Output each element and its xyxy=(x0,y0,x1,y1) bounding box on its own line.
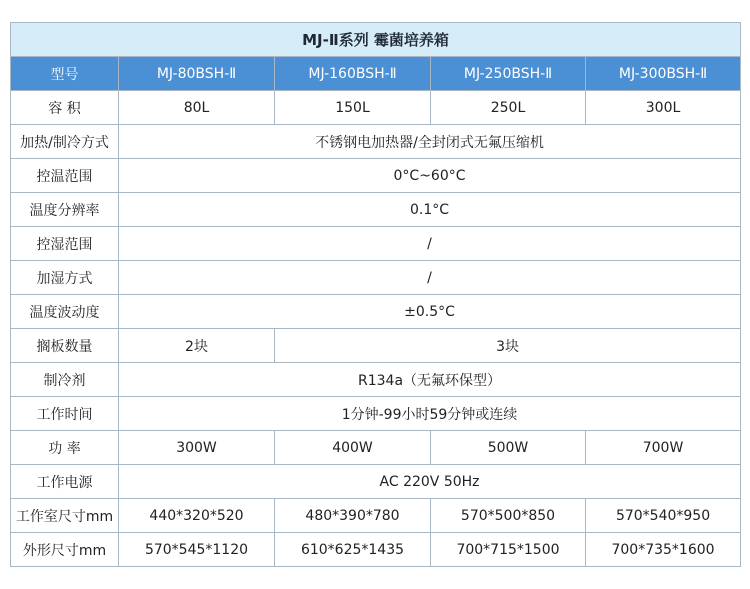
row-label: 加湿方式 xyxy=(11,261,119,295)
row-value: 440*320*520 xyxy=(119,499,275,533)
row-value: 2块 xyxy=(119,329,275,363)
row-value: 400W xyxy=(275,431,431,465)
row-value: ±0.5°C xyxy=(119,295,741,329)
header-model: MJ-300BSH-Ⅱ xyxy=(586,57,741,91)
table-row xyxy=(11,431,741,465)
row-label: 功 率 xyxy=(11,431,119,465)
row-value: 500W xyxy=(431,431,586,465)
row-value: 610*625*1435 xyxy=(275,533,431,567)
table-row xyxy=(11,261,741,295)
row-value: 0.1°C xyxy=(119,193,741,227)
table-row xyxy=(11,363,741,397)
row-value: 570*500*850 xyxy=(431,499,586,533)
row-label: 控温范围 xyxy=(11,159,119,193)
row-label: 控湿范围 xyxy=(11,227,119,261)
table-row xyxy=(11,397,741,431)
row-label: 制冷剂 xyxy=(11,363,119,397)
table-row xyxy=(11,227,741,261)
row-label: 温度分辨率 xyxy=(11,193,119,227)
table-row xyxy=(11,125,741,159)
table-row xyxy=(11,533,741,567)
row-value: 0°C~60°C xyxy=(119,159,741,193)
row-value: 80L xyxy=(119,91,275,125)
row-label: 工作室尺寸mm xyxy=(11,499,119,533)
row-value: 700*715*1500 xyxy=(431,533,586,567)
row-value: 300W xyxy=(119,431,275,465)
row-value: 不锈钢电加热器/全封闭式无氟压缩机 xyxy=(119,125,741,159)
title-row xyxy=(11,23,741,57)
table-row xyxy=(11,91,741,125)
row-value: / xyxy=(119,227,741,261)
table-row xyxy=(11,465,741,499)
row-label: 外形尺寸mm xyxy=(11,533,119,567)
row-label: 工作电源 xyxy=(11,465,119,499)
row-value: 570*545*1120 xyxy=(119,533,275,567)
table-row xyxy=(11,193,741,227)
row-value: 700*735*1600 xyxy=(586,533,741,567)
header-label: 型号 xyxy=(11,57,119,91)
table-row xyxy=(11,499,741,533)
header-model: MJ-250BSH-Ⅱ xyxy=(431,57,586,91)
table-row xyxy=(11,329,741,363)
header-model: MJ-80BSH-Ⅱ xyxy=(119,57,275,91)
row-value: 300L xyxy=(586,91,741,125)
table-row xyxy=(11,159,741,193)
spec-table xyxy=(10,22,741,567)
row-value: 570*540*950 xyxy=(586,499,741,533)
header-row xyxy=(11,57,741,91)
row-value: R134a（无氟环保型） xyxy=(119,363,741,397)
row-value: 1分钟-99小时59分钟或连续 xyxy=(119,397,741,431)
row-value: 250L xyxy=(431,91,586,125)
row-label: 容 积 xyxy=(11,91,119,125)
table-title: MJ-Ⅱ系列 霉菌培养箱 xyxy=(11,23,741,57)
row-value: 480*390*780 xyxy=(275,499,431,533)
row-value: 150L xyxy=(275,91,431,125)
row-value: 700W xyxy=(586,431,741,465)
spec-body xyxy=(11,91,741,567)
row-label: 温度波动度 xyxy=(11,295,119,329)
table-row xyxy=(11,295,741,329)
row-label: 工作时间 xyxy=(11,397,119,431)
row-label: 搁板数量 xyxy=(11,329,119,363)
header-model: MJ-160BSH-Ⅱ xyxy=(275,57,431,91)
row-label: 加热/制冷方式 xyxy=(11,125,119,159)
row-value: / xyxy=(119,261,741,295)
row-value: AC 220V 50Hz xyxy=(119,465,741,499)
row-value: 3块 xyxy=(275,329,741,363)
